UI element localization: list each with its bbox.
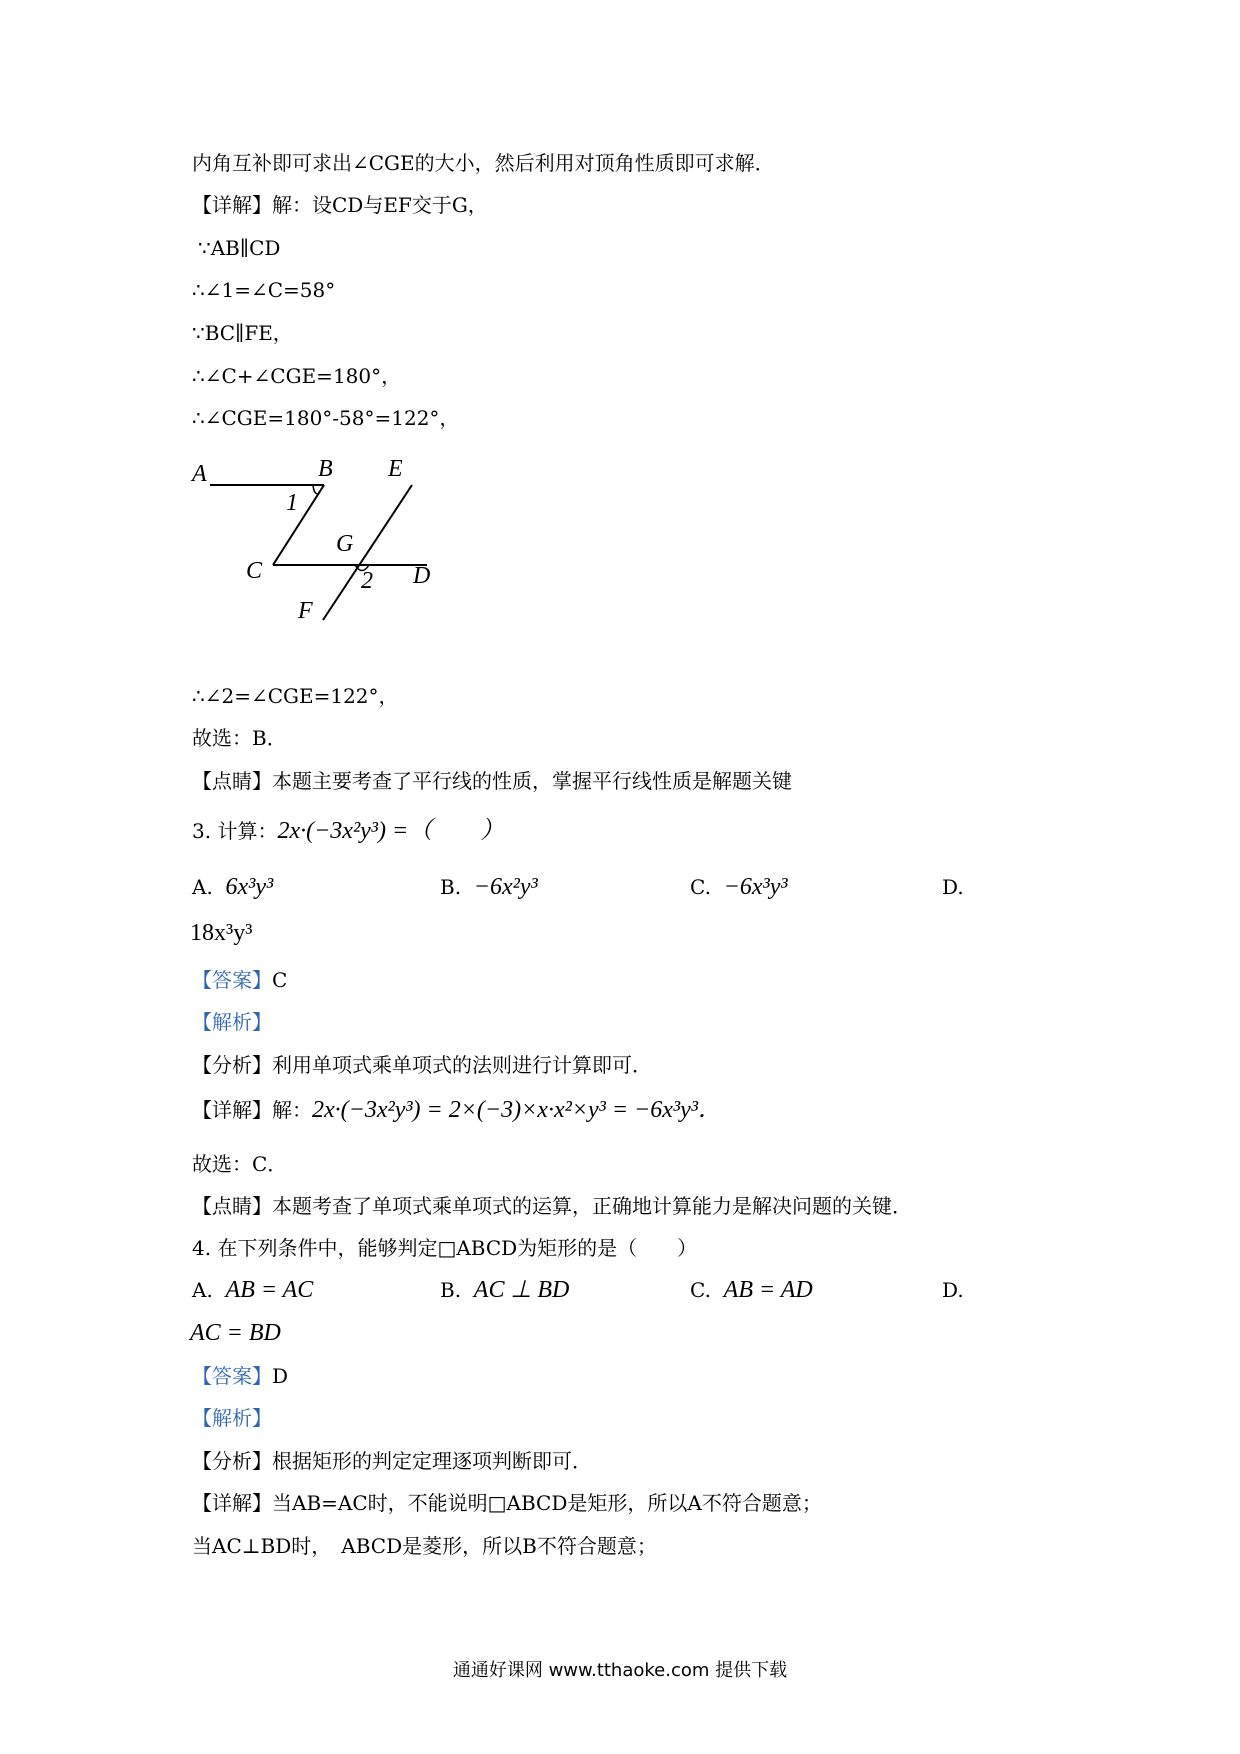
label-2: 2 [361,568,373,594]
q3-answer-tag: 【答案】 [192,968,272,992]
label-D: D [413,563,431,589]
segment-BC [273,485,324,565]
text-line-10: 【点睛】本题主要考查了平行线的性质，掌握平行线性质是解题关键 [192,769,792,793]
q4-answer-value: D [272,1364,289,1388]
q3-option-d-value: 18x³y³ [190,920,253,946]
q4-xiangjie: 【详解】当AB=AC时，不能说明□ABCD是矩形，所以A不符合题意； [192,1491,822,1515]
label-C: C [246,558,263,584]
q4-option-a [192,1275,313,1305]
label-F: F [298,598,313,624]
q3-expression: 2x·(−3x²y³) =（ ） [277,818,505,844]
text-line-4: ∴∠1=∠C=58° [192,278,336,302]
q3-option-b [440,872,538,902]
q3-xiangjie-expression: 2x·(−3x²y³) = 2×(−3)×x·x²×y³ = −6x³y³． [312,1097,722,1123]
q3-answer [192,967,287,993]
q4-option-b-value: AC ⊥ BD [473,1277,570,1303]
q4-next-line: 当AC⊥BD时， ABCD是菱形，所以B不符合题意； [192,1534,657,1558]
q3-dianjing: 【点睛】本题考查了单项式乘单项式的运算，正确地计算能力是解决问题的关键． [192,1194,912,1218]
q3-fenxi: 【分析】利用单项式乘单项式的法则进行计算即可． [192,1053,652,1077]
q4-fenxi: 【分析】根据矩形的判定定理逐项判断即可． [192,1449,592,1473]
q3-answer-value: C [272,968,288,992]
page-footer: 通通好课网 www.tthaoke.com 提供下载 [452,1660,788,1681]
label-1: 1 [286,490,298,516]
q3-option-a [192,872,273,902]
q3-option-b-label: B. [440,875,462,899]
q3-xiangjie [192,1097,722,1123]
q4-option-c-value: AB = AD [723,1277,813,1303]
q4-analysis-tag: 【解析】 [192,1406,272,1430]
text-line-5: ∵BC∥FE， [192,321,293,345]
q3-option-a-value: 6x³y³ [225,874,274,900]
text-line-3: ∵AB∥CD [198,236,281,260]
q4-option-b [440,1275,569,1305]
q3-analysis-tag: 【解析】 [192,1010,272,1034]
q4-option-c [690,1275,813,1305]
q3-option-c-label: C. [690,875,711,899]
q3-option-a-label: A. [192,875,213,899]
label-A: A [192,461,207,487]
text-line-7: ∴∠CGE=180°-58°=122°， [192,406,460,430]
q4-option-c-label: C. [690,1278,711,1302]
q3-choose: 故选：C． [192,1152,288,1176]
q4-answer [192,1363,288,1389]
q4-option-b-label: B. [440,1278,462,1302]
text-line-2: 【详解】解：设CD与EF交于G， [192,193,488,217]
q4-option-d-value: AC = BD [190,1320,281,1346]
label-G: G [336,531,354,557]
q3-option-c [690,872,788,902]
q3-option-d-label: D. [942,875,964,899]
q4-answer-tag: 【答案】 [192,1364,272,1388]
geometry-figure [180,448,460,628]
q4-option-a-label: A. [192,1278,213,1302]
q3-option-b-value: −6x²y³ [473,874,538,900]
label-B: B [318,456,333,482]
q4-stem: 4. 在下列条件中，能够判定□ABCD为矩形的是（ ） [192,1236,698,1260]
q3-stem [192,818,504,844]
q4-option-a-value: AB = AC [225,1277,314,1303]
label-E: E [388,456,403,482]
q3-option-d [942,872,964,902]
text-line-6: ∴∠C+∠CGE=180°， [192,364,402,388]
q4-option-d-label: D. [942,1278,964,1302]
text-line-9: 故选：B． [192,726,287,750]
q3-option-c-value: −6x³y³ [723,874,788,900]
text-line-8: ∴∠2=∠CGE=122°， [192,684,399,708]
q4-option-d [942,1275,964,1305]
q3-xiangjie-prefix: 【详解】解： [192,1098,312,1122]
text-line-1: 内角互补即可求出∠CGE的大小，然后利用对顶角性质即可求解． [192,151,775,175]
q3-stem-label: 3. 计算： [192,819,278,843]
